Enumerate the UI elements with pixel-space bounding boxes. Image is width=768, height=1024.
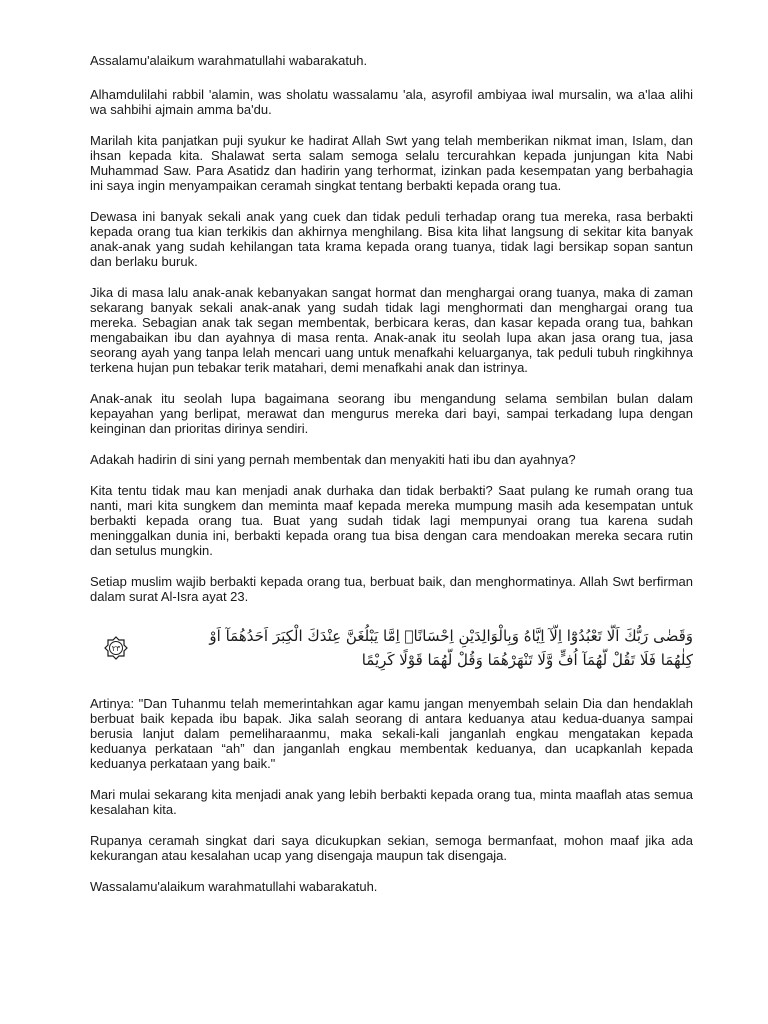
body-paragraph-2: Dewasa ini banyak sekali anak yang cuek dan tidak peduli terhadap orang tua mereka, rasa berbakti kepada orang tua kian terkikis dan akhirnya menghilang. Bisa kita lihat langsung di sekitar kita banyak anak-anak yang sudah kehilangan tata krama kepada orang tuanya, tidak lagi bersikap sopan santun dan berlaku buruk. [90,209,693,269]
opening-paragraph: Marilah kita panjatkan puji syukur ke hadirat Allah Swt yang telah memberikan nikmat iman, Islam, dan ihsan kepada kita. Shalawat serta salam semoga selalu tercurahkan kepada junjungan kita Nabi Muhammad Saw. Para Asatidz dan hadirin yang terhormat, izinkan pada kesempatan yang berbahagia ini saya ingin menyampaikan ceramah singkat tentang berbakti kepada orang tua. [90,133,693,193]
body-paragraph-4: Anak-anak itu seolah lupa bagaimana seorang ibu mengandung selama sembilan bulan dalam kepayahan yang berlipat, merawat dan mengurus mereka dari bayi, sampai terkadang lupa dengan keinginan dan prioritas dirinya sendiri. [90,391,693,436]
body-paragraph-3: Jika di masa lalu anak-anak kebanyakan sangat hormat dan menghargai orang tuanya, maka di zaman sekarang banyak sekali anak-anak yang sudah tidak lagi menghormati dan menghargai orang tua mereka. Sebagian anak tak segan membentak, berbicara keras, dan kasar kepada orang tua, bahkan mengabaikan ibu dan ayahnya di masa renta. Anak-anak itu seolah lupa akan jasa orang tua, jasa seorang ayah yang tanpa lelah mencari uang untuk menafkahi keluarganya, tak peduli tubuh ringkihnya terkena hujan pun tebakar terik matahari, demi menafkahi anak dan istrinya. [90,285,693,375]
body-paragraph-8: Mari mulai sekarang kita menjadi anak yang lebih berbakti kepada orang tua, minta maaflah atas semua kesalahan kita. [90,787,693,817]
salam-closing: Wassalamu'alaikum warahmatullahi wabarakatuh. [90,879,378,894]
salam-opening: Assalamu'alaikum warahmatullahi wabarakatuh. [90,53,368,68]
ayah-end-icon [104,636,128,660]
body-paragraph-6: Kita tentu tidak mau kan menjadi anak durhaka dan tidak berbakti? Saat pulang ke rumah orang tua nanti, mari kita sungkem dan meminta maaf kepada mereka mumpung masih ada kesempatan untuk berbakti kepada orang tua. Buat yang sudah tidak lagi mempunyai orang tua karena sudah meninggalkan dunia ini, berbakti kepada orang tua bisa dengan cara mendoakan mereka secara rutin dan setulus mungkin. [90,483,693,558]
quran-verse-block [90,624,693,680]
document-page [90,53,693,894]
question-paragraph: Adakah hadirin di sini yang pernah membentak dan menyakiti hati ibu dan ayahnya? [90,452,576,467]
arabic-line-2: كِلٰهُمَا فَلَا تَقُلْ لَّهُمَآ اُفٍّ وَّلَا تَنْهَرْهُمَا وَقُلْ لَّهُمَا قَوْلًا كَرِيْمًا [361,651,693,669]
translation-paragraph: Artinya: "Dan Tuhanmu telah memerintahkan agar kamu jangan menyembah selain Dia dan hendaklah berbuat baik kepada ibu bapak. Jika salah seorang di antara keduanya atau kedua-duanya sampai berusia lanjut dalam pemeliharaanmu, maka sekali-kali janganlah engkau mengatakan kepada keduanya perkataan “ah” dan janganlah engkau membentak keduanya, dan ucapkanlah kepada keduanya perkataan yang baik." [90,696,693,771]
body-paragraph-9: Rupanya ceramah singkat dari saya dicukupkan sekian, semoga bermanfaat, mohon maaf jika ada kekurangan atau kesalahan ucap yang disengaja maupun tak disengaja. [90,833,693,863]
ayah-number: ٢٣ [111,644,121,653]
hamdalah-paragraph: Alhamdulilahi rabbil 'alamin, was sholatu wassalamu 'ala, asyrofil ambiyaa iwal mursalin, wa a'laa alihi wa sahbihi ajmain amma ba'du. [90,87,693,117]
body-paragraph-7: Setiap muslim wajib berbakti kepada orang tua, berbuat baik, dan menghormatinya. Allah Swt berfirman dalam surat Al-Isra ayat 23. [90,574,693,604]
arabic-line-1: وَقَضٰى رَبُّكَ اَلَّا تَعْبُدُوْٓا اِلَّآ اِيَّاهُ وَبِالْوَالِدَيْنِ اِحْسَانًاۗ اِمَّا يَبْلُغَنَّ عِنْدَكَ الْكِبَرَ اَحَدُهُمَآ اَوْ [209,627,693,645]
